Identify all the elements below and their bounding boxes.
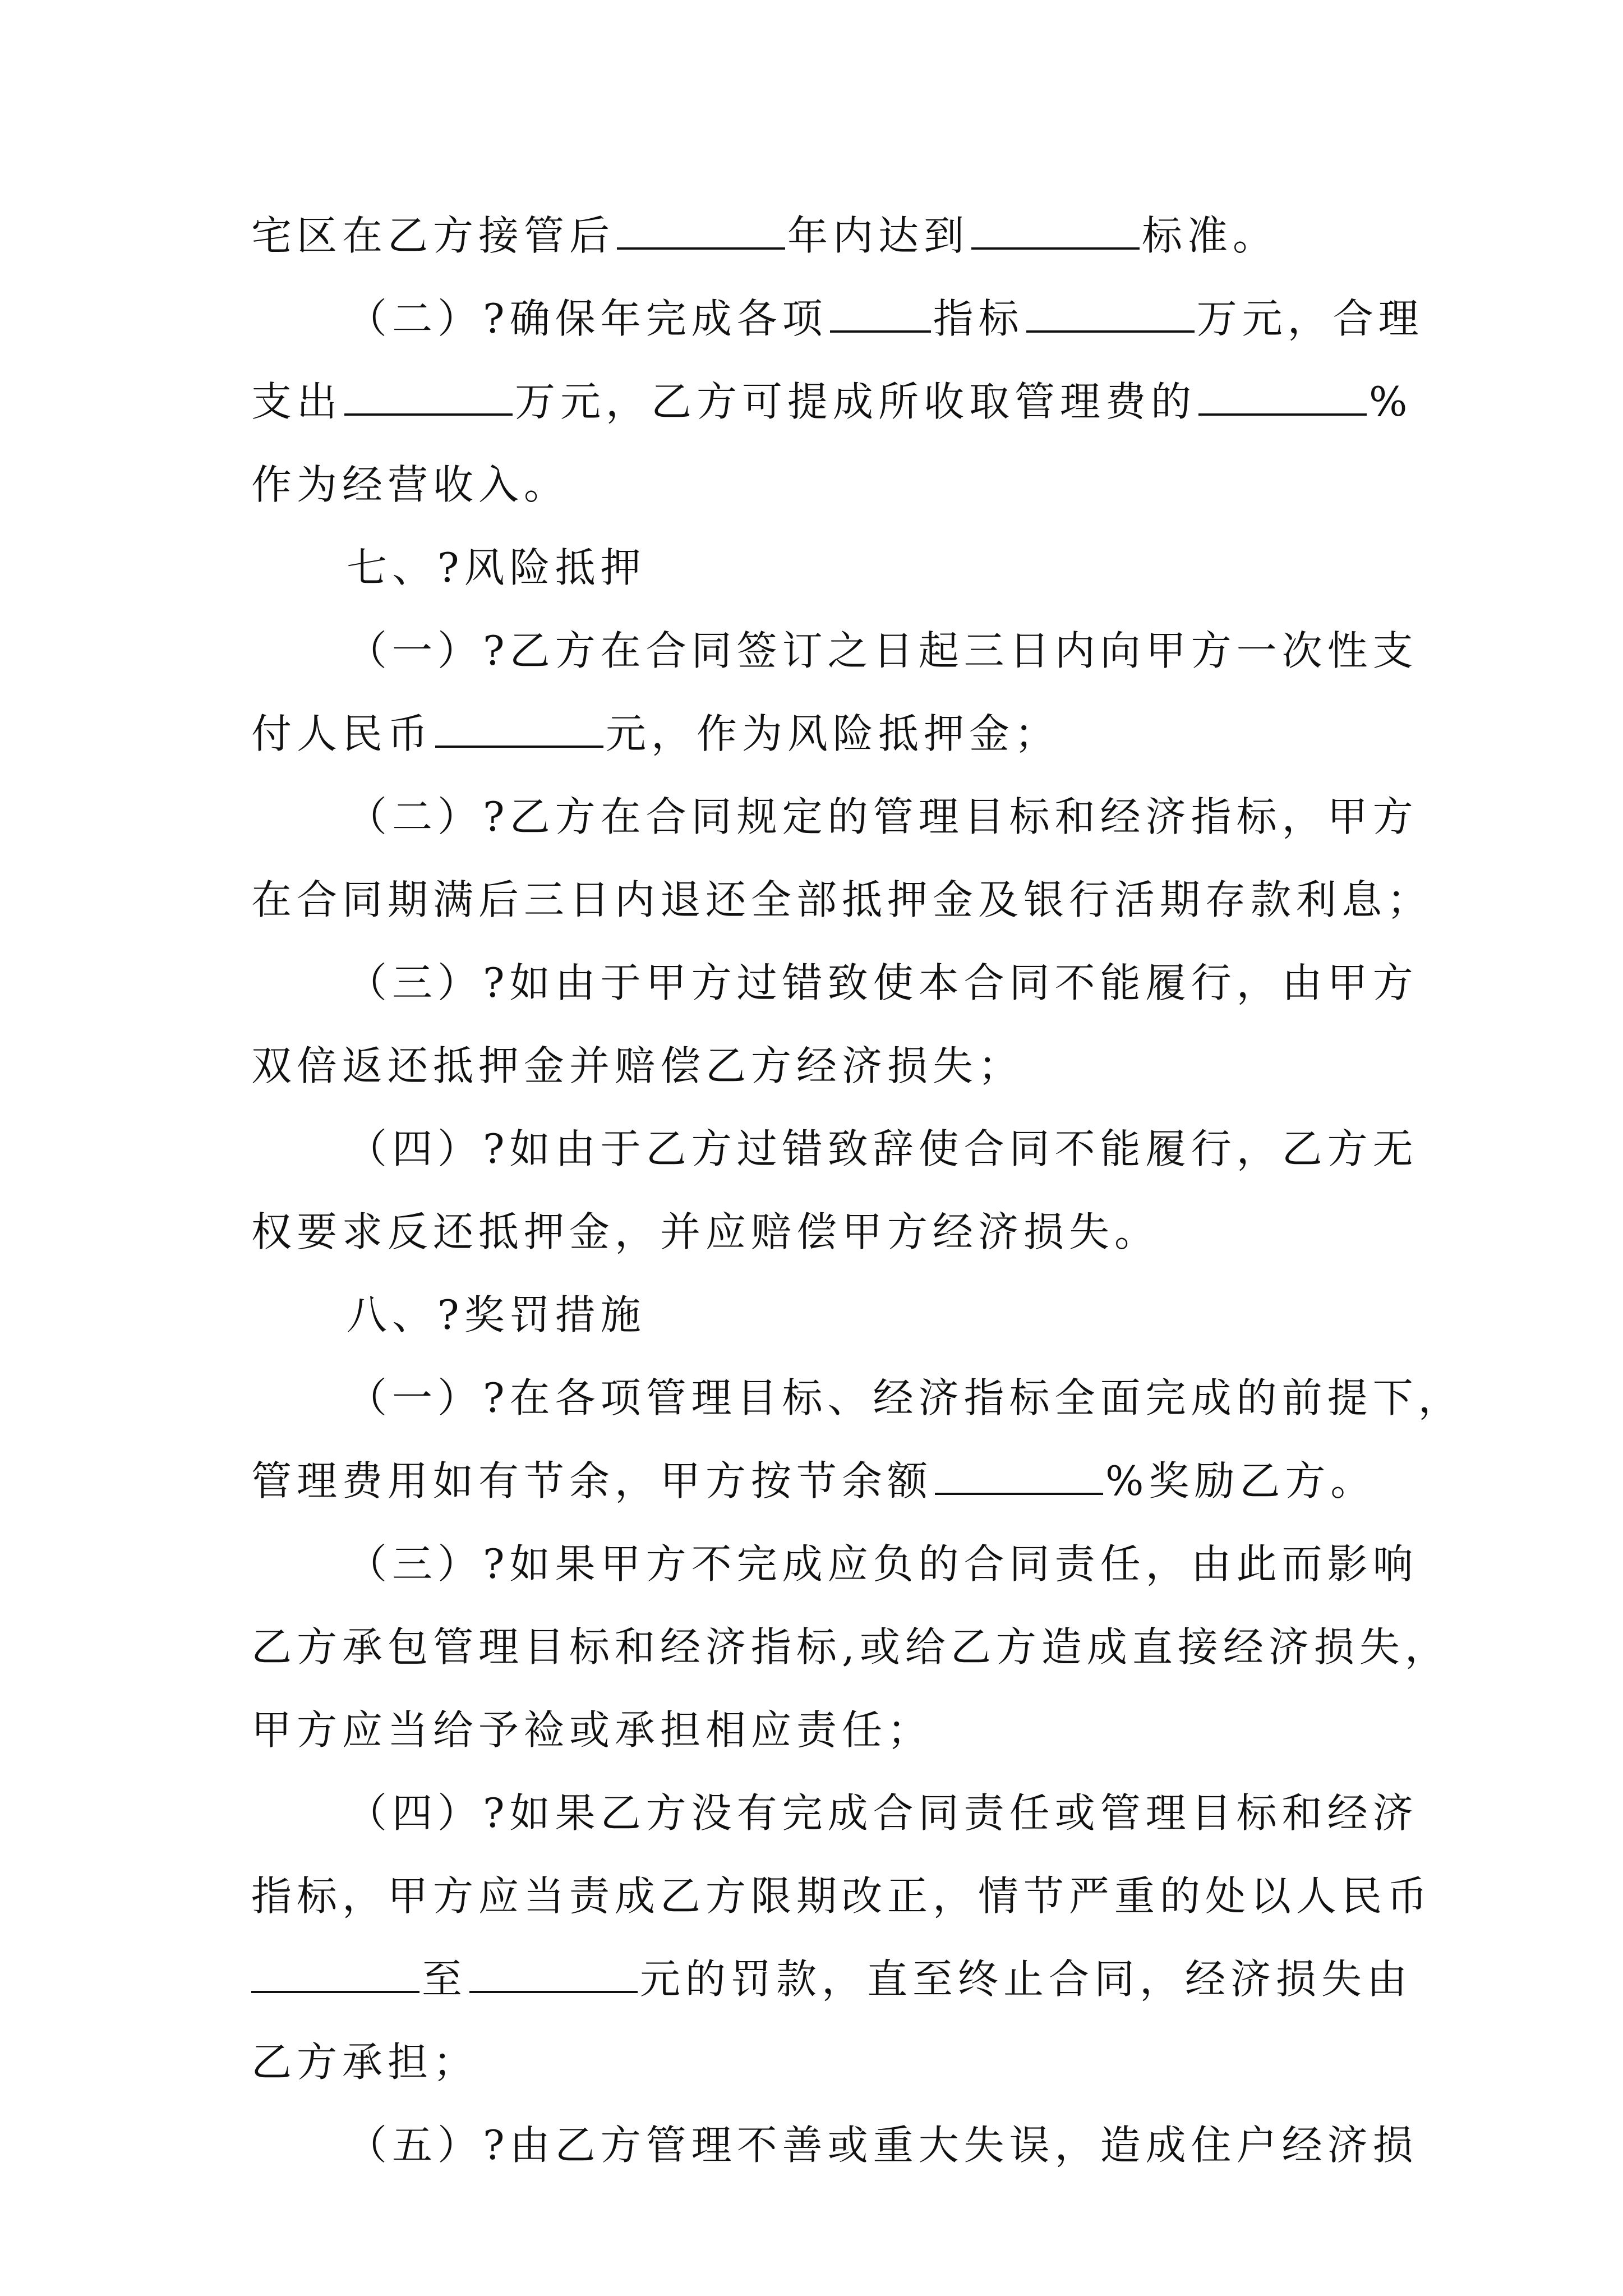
text-run: 指标 [933,295,1024,342]
text-line [347,790,1418,844]
section-heading [347,1288,1390,1342]
text-run: 七、?风险抵押 [347,544,646,591]
text-run: （五）?由乙方管理不善或重大失误，造成住户经济损 [347,2122,1418,2169]
text-run: （二）?确保年完成各项 [347,295,828,342]
text-run: 支出 [251,378,343,425]
text-run: 标准。 [1142,212,1279,259]
text-line [251,375,1413,429]
text-line [347,1786,1418,1840]
text-run: 甲方应当给予裣或承担相应责任； [251,1706,933,1754]
fill-in-blank [971,210,1140,250]
text-line [251,1039,1390,1093]
fill-in-blank [1198,376,1367,416]
fill-in-blank [617,210,785,250]
text-line [347,1537,1418,1591]
text-run: % [1369,378,1413,425]
text-line [251,1869,1433,1923]
text-run: 指标，甲方应当责成乙方限期改正，情节严重的处以人民币 [251,1872,1433,1920]
text-run: 权要求反还抵押金，并应赔偿甲方经济损失。 [251,1208,1160,1255]
text-run: （四）?如由于乙方过错致辞使合同不能履行，乙方无 [347,1125,1418,1172]
text-run: （三）?如果甲方不完成应负的合同责任，由此而影响 [347,1540,1418,1588]
text-run: 双倍返还抵押金并赔偿乙方经济损失； [251,1042,1024,1089]
text-run: （一）?在各项管理目标、经济指标全面完成的前提下， [347,1374,1464,1421]
text-line [251,1703,1390,1757]
fill-in-blank [251,1954,419,1993]
fill-in-blank [830,293,931,333]
text-line [347,2118,1418,2172]
text-run: 乙方承包管理目标和经济指标,或给乙方造成直接经济损失， [251,1623,1450,1671]
text-run: 乙方承担； [251,2039,479,2086]
text-run: （一）?乙方在合同签订之日起三日内向甲方一次性支 [347,627,1418,674]
text-line [251,873,1433,927]
text-run: （三）?如由于甲方过错致使本合同不能履行，由甲方 [347,959,1418,1006]
text-line [251,1952,1413,2006]
text-run: 八、?奖罚措施 [347,1291,646,1338]
text-run: 元，作为风险抵押金； [606,710,1061,757]
text-run: 作为经营收入。 [251,461,570,508]
fill-in-blank [935,1456,1103,1495]
text-run: %奖励乙方。 [1105,1457,1376,1504]
fill-in-blank [435,708,603,748]
text-run: 管理费用如有节余，甲方按节余额 [251,1457,933,1504]
text-line [251,2035,1390,2089]
fill-in-blank [1026,293,1195,333]
text-run: （四）?如果乙方没有完成合同责任或管理目标和经济 [347,1789,1418,1837]
text-line [347,1122,1418,1176]
text-run: 至 [422,1955,468,2003]
text-line [251,1620,1450,1674]
section-heading [347,541,1390,595]
text-run: 在合同期满后三日内退还全部抵押金及银行活期存款利息； [251,876,1433,923]
text-run: 元的罚款，直至终止合同，经济损失由 [640,1955,1413,2003]
fill-in-blank [469,1954,638,1993]
text-line [251,458,1390,512]
text-line [251,209,1390,263]
text-line [347,624,1418,678]
text-line [347,956,1418,1010]
text-line [347,292,1424,346]
text-run: 万元，乙方可提成所收取管理费的 [515,378,1197,425]
text-run: 万元，合理 [1196,295,1424,342]
text-line [251,1454,1390,1508]
text-run: 付人民币 [251,710,434,757]
text-run: 宅区在乙方接管后 [251,212,615,259]
text-run: （二）?乙方在合同规定的管理目标和经济指标，甲方 [347,793,1418,840]
fill-in-blank [344,376,513,416]
text-run: 年内达到 [787,212,970,259]
text-line [251,1205,1390,1259]
text-line [347,1371,1464,1425]
text-line [251,707,1390,761]
